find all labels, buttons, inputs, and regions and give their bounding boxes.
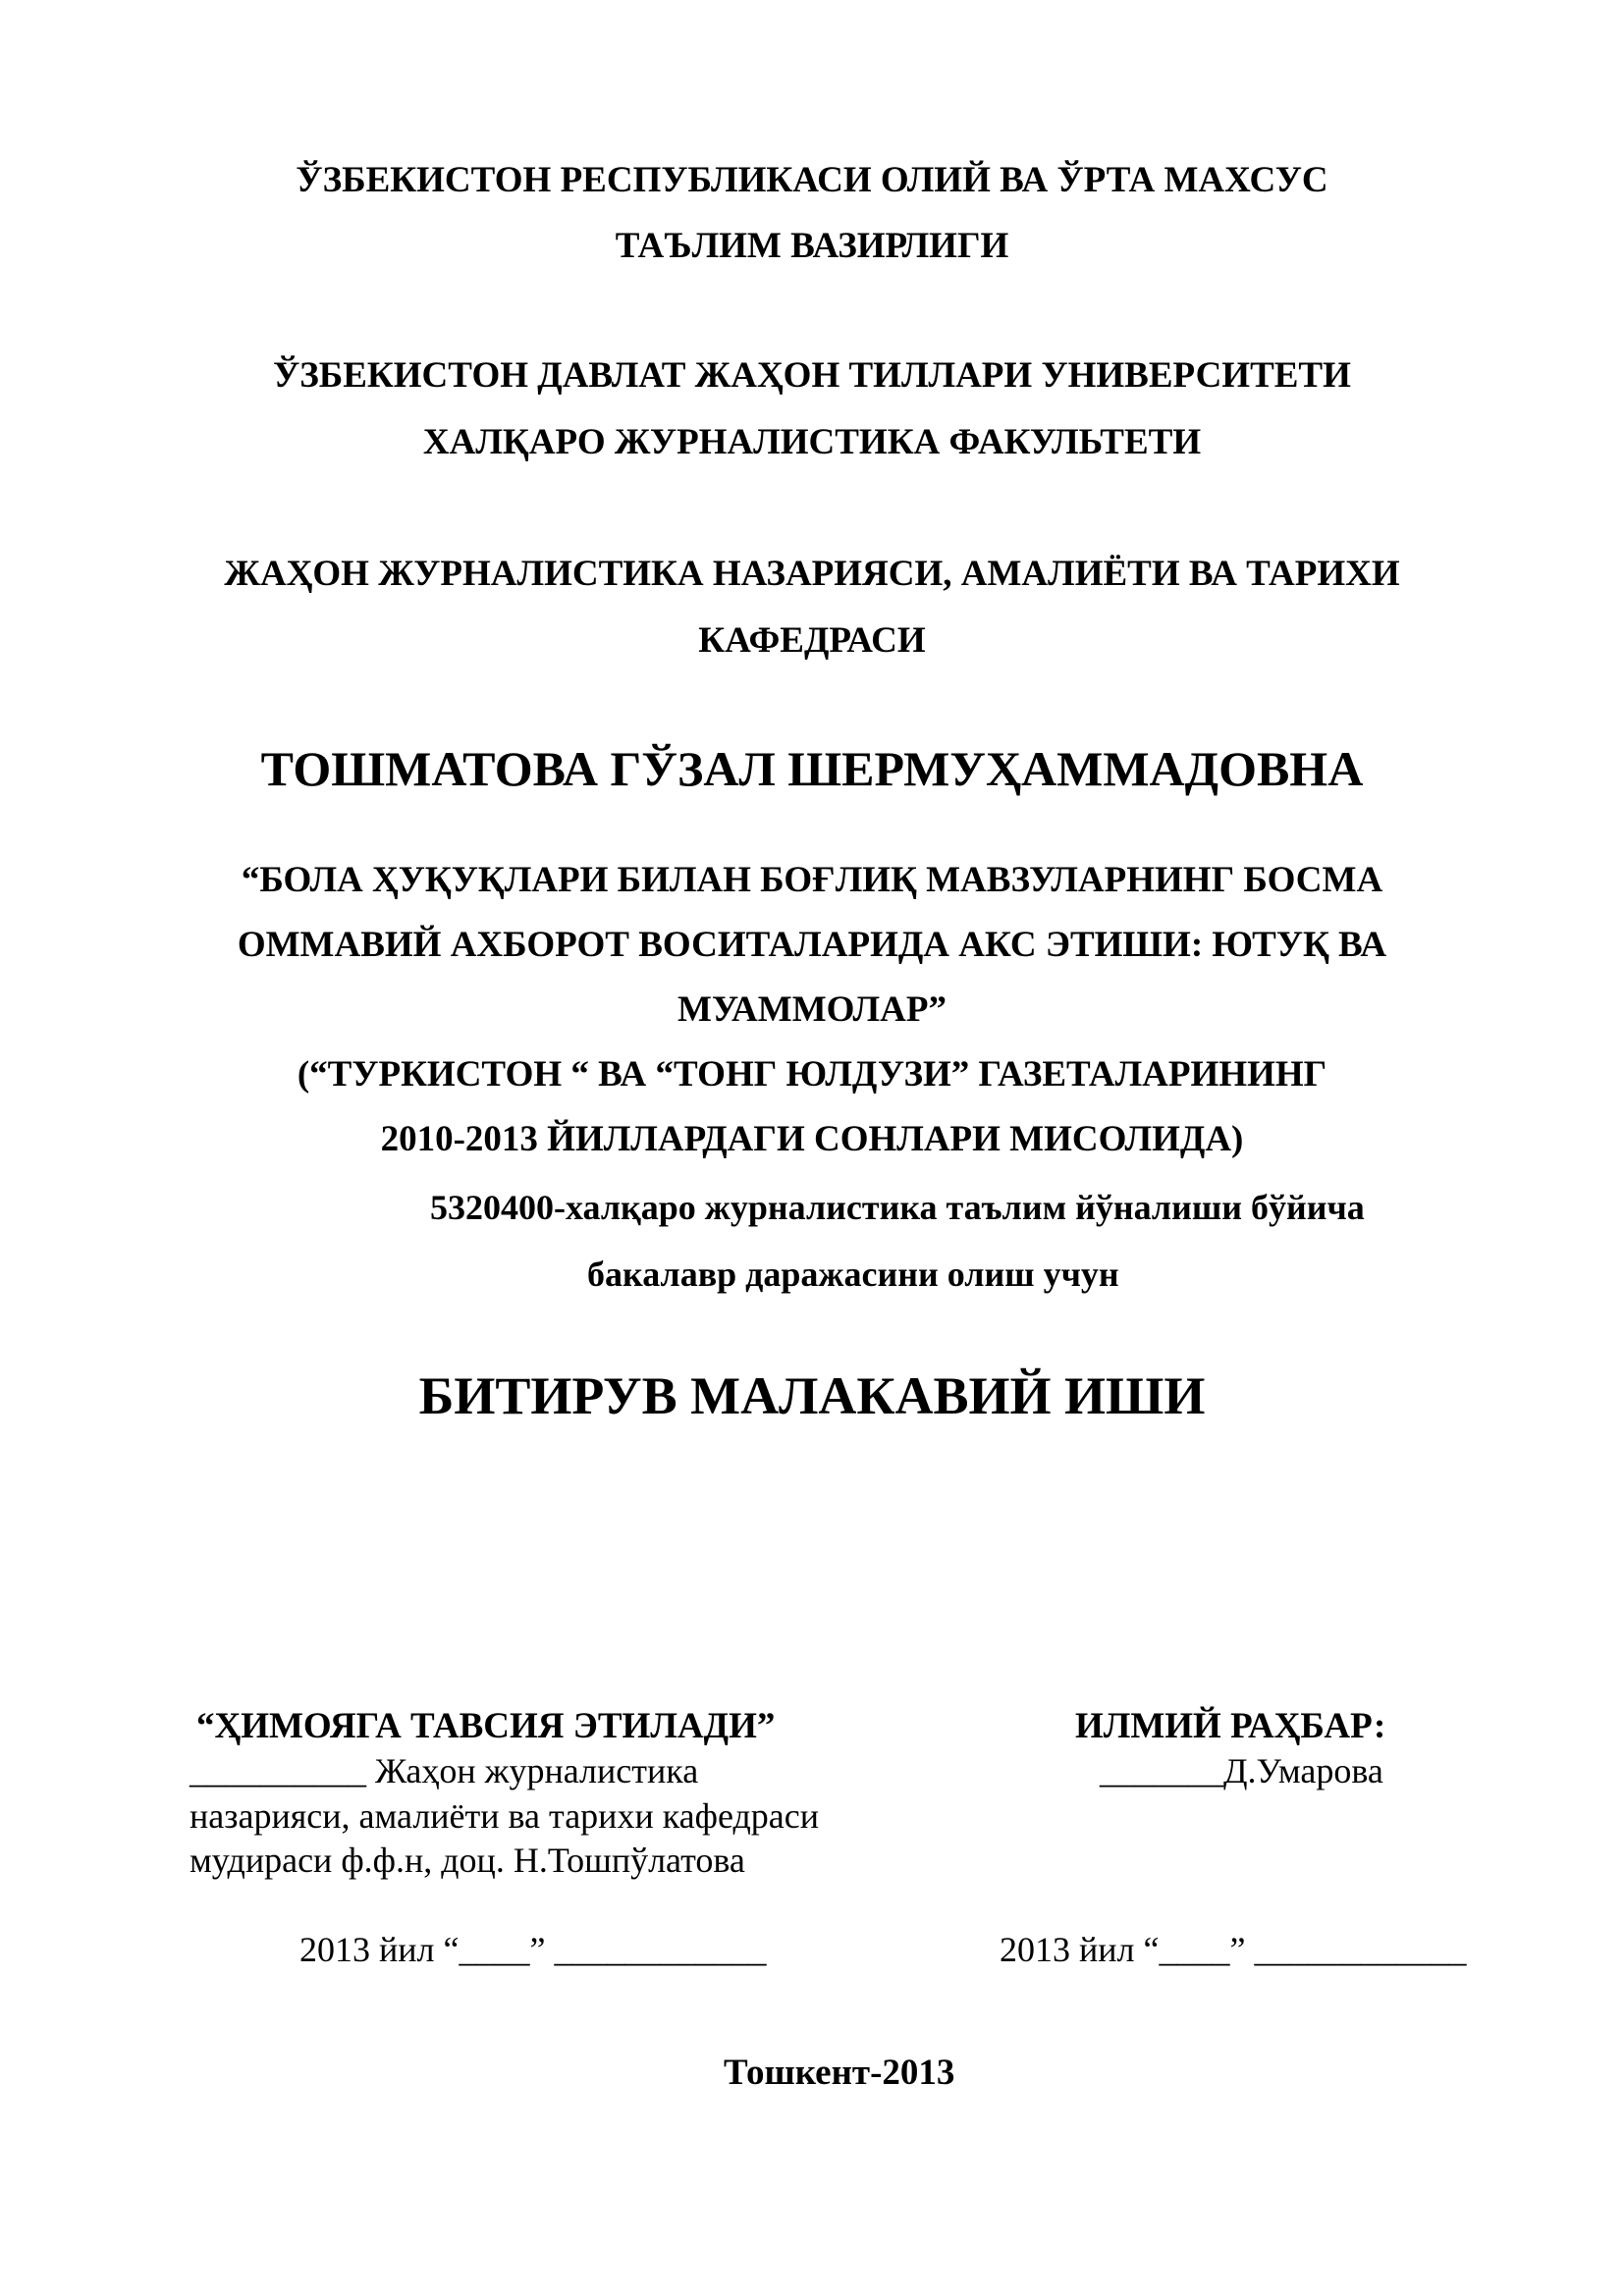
- specialty-line-1: 5320400-халқаро журналистика таълим йўналиши бўйича: [430, 1188, 1365, 1227]
- department-line-1: ЖАҲОН ЖУРНАЛИСТИКА НАЗАРИЯСИ, АМАЛИЁТИ ВА ТАРИХИ: [224, 554, 1400, 594]
- city-year: Тошкент-2013: [724, 2053, 955, 2093]
- defense-recommendation-heading: “ҲИМОЯГА ТАВСИЯ ЭТИЛАДИ”: [196, 1706, 776, 1746]
- department-line-2: КАФЕДРАСИ: [698, 620, 926, 661]
- faculty-line: ХАЛҚАРО ЖУРНАЛИСТИКА ФАКУЛЬТЕТИ: [422, 422, 1202, 462]
- topic-line-2: ОММАВИЙ АХБОРОТ ВОСИТАЛАРИДА АКС ЭТИШИ: ЮТУҚ ВА: [237, 925, 1387, 965]
- right-date-line: 2013 йил “____” ____________: [1000, 1930, 1467, 1969]
- topic-line-5: 2010-2013 ЙИЛЛАРДАГИ СОНЛАРИ МИСОЛИДА): [380, 1119, 1244, 1159]
- supervisor-signature-line: _______Д.Умарова: [1100, 1751, 1383, 1790]
- topic-line-1: “БОЛА ҲУҚУҚЛАРИ БИЛАН БОҒЛИҚ МАВЗУЛАРНИНГ БОСМА: [241, 860, 1383, 900]
- ministry-line-1: ЎЗБЕКИСТОН РЕСПУБЛИКАСИ ОЛИЙ ВА ЎРТА МАХСУС: [296, 160, 1328, 200]
- author-name: ТОШМАТОВА ГЎЗАЛ ШЕРМУҲАММАДОВНА: [260, 741, 1364, 796]
- left-date-line: 2013 йил “____” ____________: [299, 1930, 767, 1969]
- ministry-line-2: ТАЪЛИМ ВАЗИРЛИГИ: [615, 226, 1009, 266]
- university-line-1: ЎЗБЕКИСТОН ДАВЛАТ ЖАҲОН ТИЛЛАРИ УНИВЕРСИТЕТИ: [273, 355, 1351, 396]
- topic-line-4: (“ТУРКИСТОН “ ВА “ТОНГ ЮЛДУЗИ” ГАЗЕТАЛАРИНИНГ: [297, 1054, 1327, 1095]
- topic-line-3: МУАММОЛАР”: [677, 989, 947, 1030]
- work-title: БИТИРУВ МАЛАКАВИЙ ИШИ: [418, 1366, 1206, 1425]
- head-of-department-signature-line: __________ Жаҳон журналистика: [189, 1751, 699, 1790]
- supervisor-heading: ИЛМИЙ РАҲБАР:: [1075, 1706, 1386, 1746]
- head-of-department-line-3: мудираси ф.ф.н, доц. Н.Тошпўлатова: [189, 1841, 745, 1880]
- head-of-department-line-2: назарияси, амалиёти ва тарихи кафедраси: [189, 1796, 820, 1836]
- specialty-line-2: бакалавр даражасини олиш учун: [587, 1255, 1119, 1294]
